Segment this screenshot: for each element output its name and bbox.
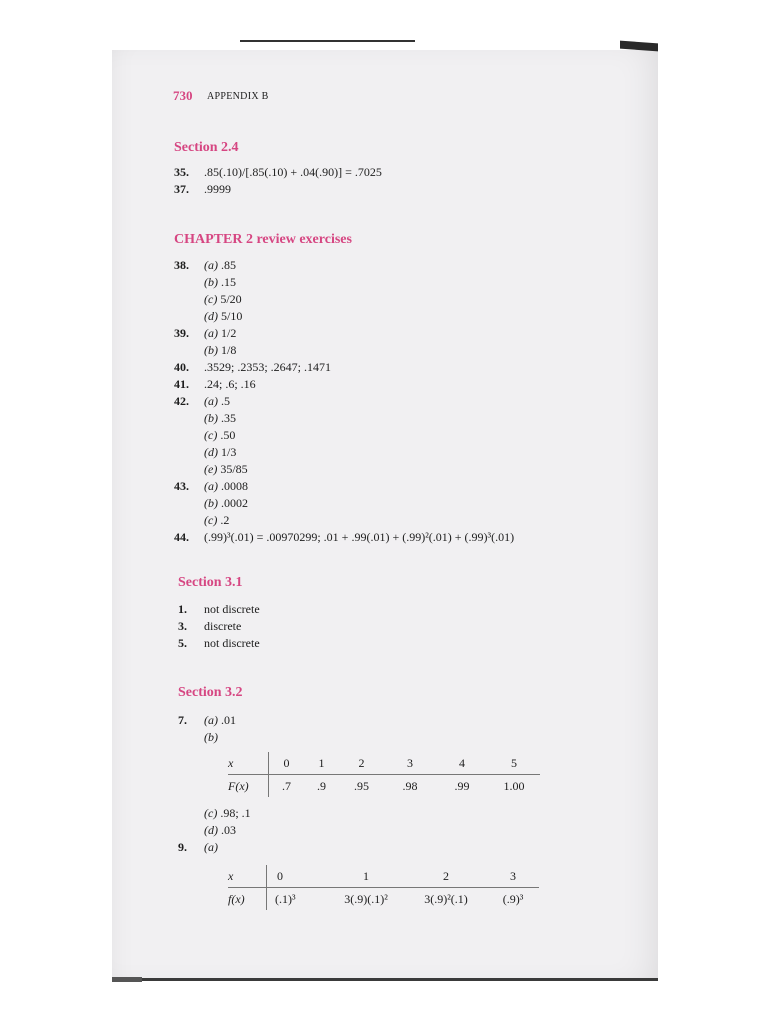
cdf-table: x 0 1 2 3 4 5 F(x) .7 .9 .95 .98 .99 1.00	[228, 752, 540, 797]
answer-line: (e) 35/85	[204, 462, 248, 476]
answer-line: (c) .50	[204, 428, 236, 442]
section-2-4-title: Section 2.4	[174, 140, 239, 155]
page-number: 730	[173, 88, 193, 103]
table-header-x: x	[228, 752, 269, 775]
answer-3: 3. discrete	[178, 619, 242, 633]
answer-line: 39. (a) 1/2	[174, 326, 237, 340]
answer-line: (b) .0002	[204, 496, 248, 510]
answer-line: 41. .24; .6; .16	[174, 377, 256, 391]
answer-line: (b) .15	[204, 275, 236, 289]
answer-7-continued: (c) .98; .1 (d) .03 9. (a)	[178, 806, 251, 854]
answer-7: 7. (a) .01 (b)	[178, 713, 236, 744]
answer-line: (c) .2	[204, 513, 230, 527]
answer-line: (b) .35	[204, 411, 236, 425]
page-edge-top	[240, 40, 415, 42]
table-header-x: x	[228, 865, 267, 888]
answer-35: 35. .85(.10)/[.85(.10) + .04(.90)] = .7025	[174, 165, 382, 179]
chapter-2-review-title: CHAPTER 2 review exercises	[174, 232, 352, 247]
table-header-Fx: F(x)	[228, 775, 269, 798]
answer-5: 5. not discrete	[178, 636, 260, 650]
page-edge-bottom	[112, 978, 658, 981]
answer-44: 44. (.99)³(.01) = .00970299; .01 + .99(.01) + (.99)²(.01) + (.99)³(.01)	[174, 530, 515, 544]
answer-line: (d) 1/3	[204, 445, 237, 459]
answer-line: (c) 5/20	[204, 292, 242, 306]
answer-line: 42. (a) .5	[174, 394, 230, 408]
answer-37: 37. .9999	[174, 182, 231, 196]
table-header-fx: f(x)	[228, 888, 267, 911]
answer-1: 1. not discrete	[178, 602, 260, 616]
page-edge-bottom-corner	[112, 977, 142, 982]
section-2-4-answers	[174, 164, 382, 198]
answer-line: 38. (a) .85	[174, 258, 236, 272]
answer-line: (b) 1/8	[204, 343, 237, 357]
running-header: APPENDIX B	[207, 91, 269, 102]
section-3-1-answers	[178, 601, 260, 652]
answer-line: 43. (a) .0008	[174, 479, 248, 493]
pmf-table: x 0 1 2 3 f(x) (.1)³ 3(.9)(.1)² 3(.9)²(.1) (.9)³	[228, 865, 539, 910]
answer-9: 9. (a)	[178, 840, 218, 854]
answer-line: (d) 5/10	[204, 309, 243, 323]
chapter-2-review-answers	[174, 257, 514, 546]
answer-line: 40. .3529; .2353; .2647; .1471	[174, 360, 332, 374]
section-3-2-title: Section 3.2	[178, 685, 243, 700]
section-3-1-title: Section 3.1	[178, 575, 243, 590]
